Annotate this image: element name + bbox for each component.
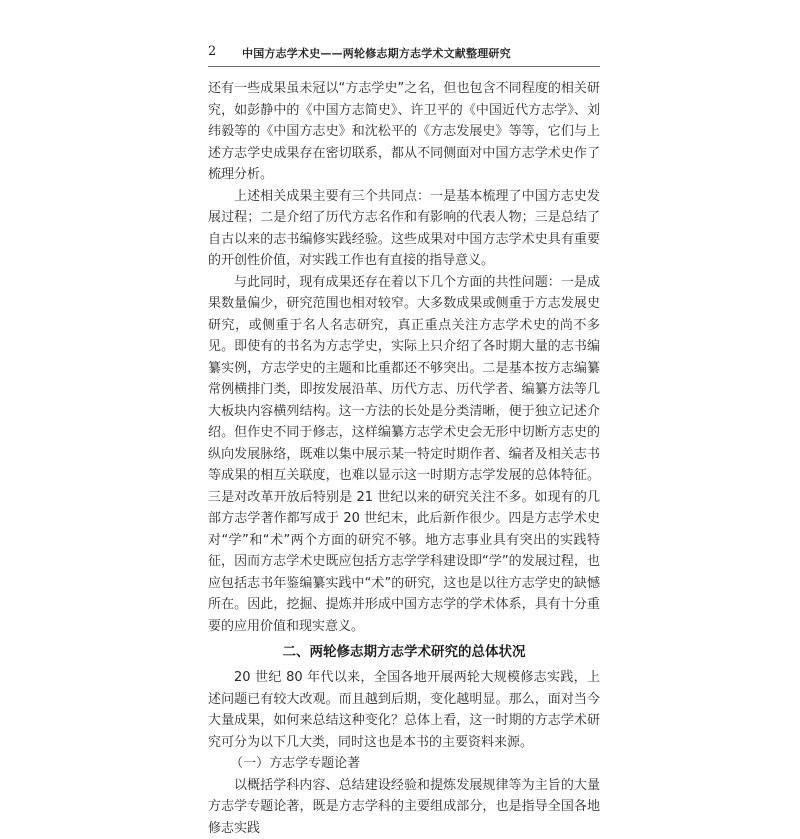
page-body [208, 78, 600, 839]
page-header [208, 44, 600, 64]
paragraph-continued: 还有一些成果虽未冠以“方志学史”之名，但也包含不同程度的相关研究，如彭静中的《中国方志简史》、许卫平的《中国近代方志学》、刘纬毅等的《中国方志史》和沈松平的《方志发展史》等等，它们与上述方志学史成果存在密切联系，都从不同侧面对中国方志学术史作了梳理分析。 [208, 78, 600, 186]
paragraph: 以概括学科内容、总结建设经验和提炼发展规律等为主旨的大量方志学专题论著，既是方志学科的主要组成部分，也是指导全国各地修志实践 [208, 775, 600, 839]
paragraph: 上述相关成果主要有三个共同点：一是基本梳理了中国方志史发展过程；二是介绍了历代方志名作和有影响的代表人物；三是总结了自古以来的志书编修实践经验。这些成果对中国方志学术史具有重要的开创性价值，对实践工作也有直接的指导意义。 [208, 186, 600, 272]
running-title: 中国方志学术史——两轮修志期方志学术文献整理研究 [242, 45, 511, 61]
subsection-heading: （一）方志学专题论著 [208, 753, 600, 775]
header-rule [208, 66, 600, 67]
section-heading: 二、两轮修志期方志学术研究的总体状况 [208, 640, 600, 664]
paragraph: 20 世纪 80 年代以来，全国各地开展两轮大规模修志实践，上述问题已有较大改观。而且越到后期，变化越明显。那么，面对当今大量成果，如何来总结这种变化？总体上看，这一时期的方志学术研究可分为以下几大类，同时这也是本书的主要资料来源。 [208, 667, 600, 753]
paragraph: 与此同时，现有成果还存在着以下几个方面的共性问题：一是成果数量偏少，研究范围也相对较窄。大多数成果或侧重于方志发展史研究，或侧重于名人名志研究，真正重点关注方志学术史的尚不多见。即使有的书名为方志学史，实际上只介绍了各时期大量的志书编纂实例，方志学史的主题和比重都还不够突出。二是基本按方志编纂常例横排门类，即按发展沿革、历代方志、历代学者、编纂方法等几大板块内容横列结构。这一方法的长处是分类清晰，便于独立记述介绍。但作史不同于修志，这样编纂方志学术史会无形中切断方志史的纵向发展脉络，既难以集中展示某一特定时期作者、编者及相关志书等成果的相互关联度，也难以显示这一时期方志学发展的总体特征。三是对改革开放后特别是 21 世纪以来的研究关注不多。如现有的几部方志学著作都写成于 20 世纪末，此后新作很少。四是方志学术史对“学”和“术”两个方面的研究不够。地方志事业具有突出的实践特征，因而方志学术史既应包括方志学学科建设即“学”的发展过程，也应包括志书年鉴编纂实践中“术”的研究，这也是以往方志学史的缺憾所在。因此，挖掘、提炼并形成中国方志学的学术体系，具有十分重要的应用价值和现实意义。 [208, 272, 600, 638]
page-number: 2 [208, 44, 216, 59]
